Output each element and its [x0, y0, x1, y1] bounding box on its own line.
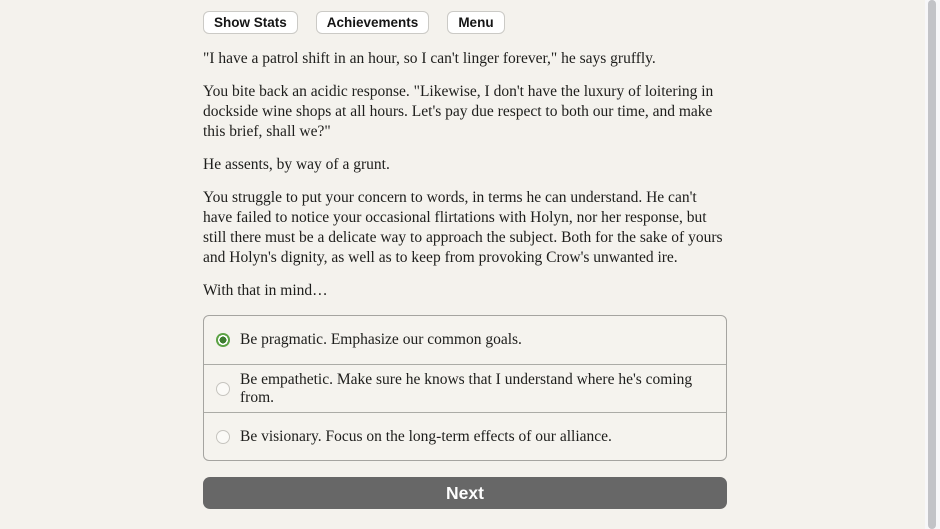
choice-option-pragmatic[interactable]	[204, 316, 726, 364]
story-paragraph: You struggle to put your concern to words, in terms he can understand. He can't have failed to notice your occasional flirtations with Holyn, nor her response, but still there must be a delicate way to approach the subject. Both for the sake of yours and Holyn's dignity, as well as to keep from provoking Crow's unwanted ire.	[203, 189, 723, 266]
radio-icon[interactable]	[216, 430, 230, 444]
story-paragraph: With that in mind…	[203, 282, 328, 299]
story-content	[203, 0, 727, 509]
radio-selected-icon[interactable]	[216, 333, 230, 347]
story-text	[203, 49, 727, 301]
achievements-button[interactable]: Achievements	[316, 11, 430, 34]
story-paragraph: He assents, by way of a grunt.	[203, 156, 390, 173]
story-paragraph: "I have a patrol shift in an hour, so I can't linger forever," he says gruffly.	[203, 50, 656, 67]
scrollbar-thumb[interactable]	[928, 0, 936, 529]
choice-option-visionary[interactable]	[204, 412, 726, 460]
toolbar	[203, 11, 727, 34]
choice-option-label: Be empathetic. Make sure he knows that I understand where he's coming from.	[240, 370, 693, 406]
choice-option-label: Be pragmatic. Emphasize our common goals.	[240, 331, 522, 348]
choice-option-empathetic[interactable]	[204, 364, 726, 412]
menu-button[interactable]: Menu	[447, 11, 504, 34]
choice-option-label: Be visionary. Focus on the long-term effects of our alliance.	[240, 427, 612, 445]
show-stats-button[interactable]: Show Stats	[203, 11, 298, 34]
next-button[interactable]: Next	[203, 477, 727, 509]
choice-group	[203, 315, 727, 461]
radio-icon[interactable]	[216, 382, 230, 396]
scrollbar[interactable]	[925, 0, 940, 529]
story-paragraph: You bite back an acidic response. "Likewise, I don't have the luxury of loitering in dockside wine shops at all hours. Let's pay due respect to both our time, and make this brief, shall we?"	[203, 83, 714, 140]
